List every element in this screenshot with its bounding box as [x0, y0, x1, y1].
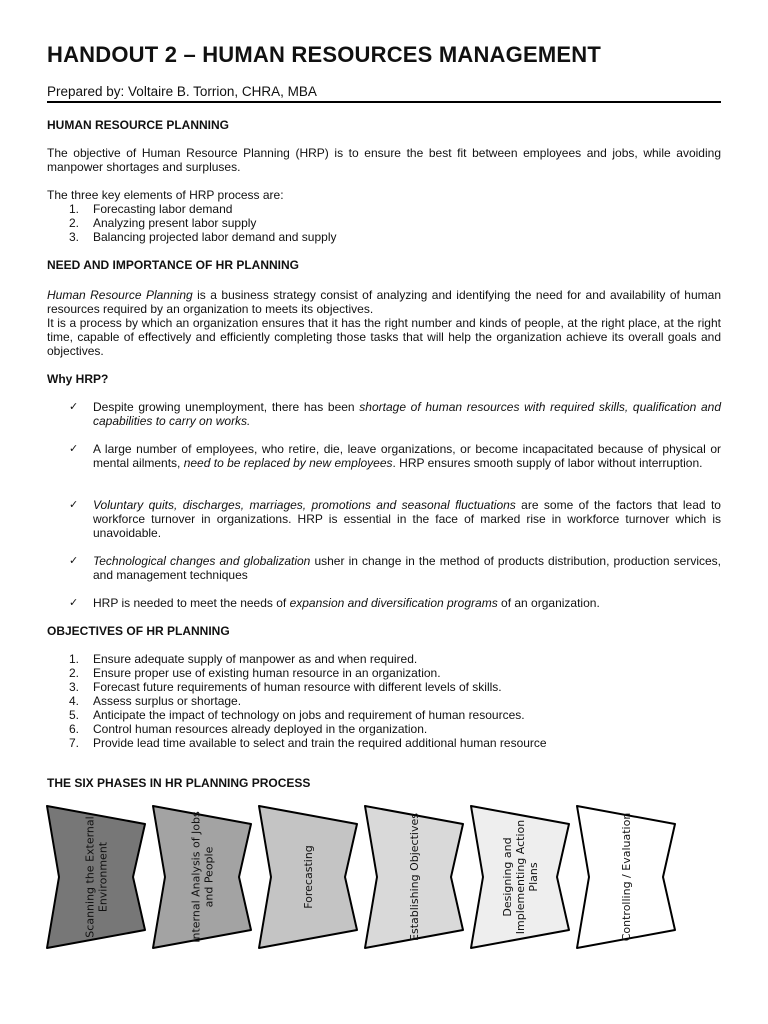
phase-label: Scanning the ExternalEnvironment: [83, 816, 110, 938]
header-rule: [47, 101, 721, 103]
phase-5: [471, 806, 569, 948]
need-paragraph-2: It is a process by which an organization ensures that it has the right number and kinds of people, at the right place, at the right time, capable of effectively and efficiently completing those tasks that will help the organization achieve its overall goals and objectives.: [47, 316, 721, 358]
phase-2: [153, 806, 251, 948]
list-item: 1. Ensure adequate supply of manpower as and when required.: [69, 652, 418, 666]
objectives-list: [47, 652, 721, 750]
phase-3: [259, 806, 357, 948]
hrp-elements-list: [47, 202, 721, 244]
list-item: 5. Anticipate the impact of technology on jobs and requirement of human resources.: [69, 708, 525, 722]
need-paragraph-1: Human Resource Planning is a business strategy consist of analyzing and identifying the need for and availability of human resources required by an organization to meets its objectives.: [47, 288, 721, 316]
checkmark-icon: ✓: [69, 597, 79, 609]
list-item: 2. Ensure proper use of existing human resource in an organization.: [69, 666, 441, 680]
list-item: 2. Analyzing present labor supply: [69, 216, 257, 230]
list-item: 4. Assess surplus or shortage.: [69, 694, 242, 708]
list-item: ✓ Despite growing unemployment, there has been shortage of human resources with required skills, qualification and capabilities to carry on works.: [69, 400, 721, 428]
hrp-elements-intro: The three key elements of HRP process are:: [47, 188, 284, 202]
section-heading-hrp: HUMAN RESOURCE PLANNING: [47, 118, 230, 132]
why-bullet-list: [47, 400, 721, 610]
section-heading-objectives: OBJECTIVES OF HR PLANNING: [47, 624, 230, 638]
list-item: 6. Control human resources already deployed in the organization.: [69, 722, 428, 736]
list-item: 3. Forecast future requirements of human resource with different levels of skills.: [69, 680, 502, 694]
phase-label: Forecasting: [302, 845, 315, 909]
section-heading-phases: THE SIX PHASES IN HR PLANNING PROCESS: [47, 776, 311, 790]
phase-label: Establishing Objectives: [408, 813, 421, 941]
checkmark-icon: ✓: [69, 443, 79, 455]
phase-label: Internal Analysis of Jobsand People: [189, 811, 216, 943]
list-item: ✓ HRP is needed to meet the needs of expansion and diversification programs of an organization.: [69, 596, 600, 610]
list-item: 7. Provide lead time available to select and train the required additional human resource: [69, 736, 547, 750]
checkmark-icon: ✓: [69, 401, 79, 413]
list-item: 3. Balancing projected labor demand and supply: [69, 230, 337, 244]
phases-diagram-svg: [40, 800, 730, 960]
list-item: 1. Forecasting labor demand: [69, 202, 233, 216]
handout-title: HANDOUT 2 – HUMAN RESOURCES MANAGEMENT: [47, 42, 601, 67]
hrp-objective-paragraph: The objective of Human Resource Planning (HRP) is to ensure the best fit between employees and jobs, while avoiding manpower shortages and surpluses.: [47, 146, 721, 174]
checkmark-icon: ✓: [69, 499, 79, 511]
phase-label: Designing andImplementing ActionPlans: [501, 819, 540, 935]
section-heading-need: NEED AND IMPORTANCE OF HR PLANNING: [47, 258, 299, 272]
phases-diagram: [40, 800, 730, 960]
phase-label: Controlling / Evaluation: [620, 812, 633, 942]
list-item: ✓ Technological changes and globalization usher in change in the method of products distribution, production services, and management techniques: [69, 554, 721, 582]
phase-1: [47, 806, 145, 948]
list-item: ✓ A large number of employees, who retire, die, leave organizations, or become incapacitated because of physical or mental ailments, need to be replaced by new employees. HRP ensures smooth supply of labor without interruption.: [69, 442, 721, 470]
section-heading-why: Why HRP?: [47, 372, 109, 386]
list-item: ✓ Voluntary quits, discharges, marriages, promotions and seasonal fluctuations are some of the factors that lead to workforce turnover in organizations. HRP is essential in the face of marked rise in workforce turnover which is unavoidable.: [69, 498, 721, 540]
phase-6: [577, 806, 675, 948]
prepared-by: Prepared by: Voltaire B. Torrion, CHRA, MBA: [47, 84, 317, 99]
phase-4: [365, 806, 463, 948]
checkmark-icon: ✓: [69, 555, 79, 567]
